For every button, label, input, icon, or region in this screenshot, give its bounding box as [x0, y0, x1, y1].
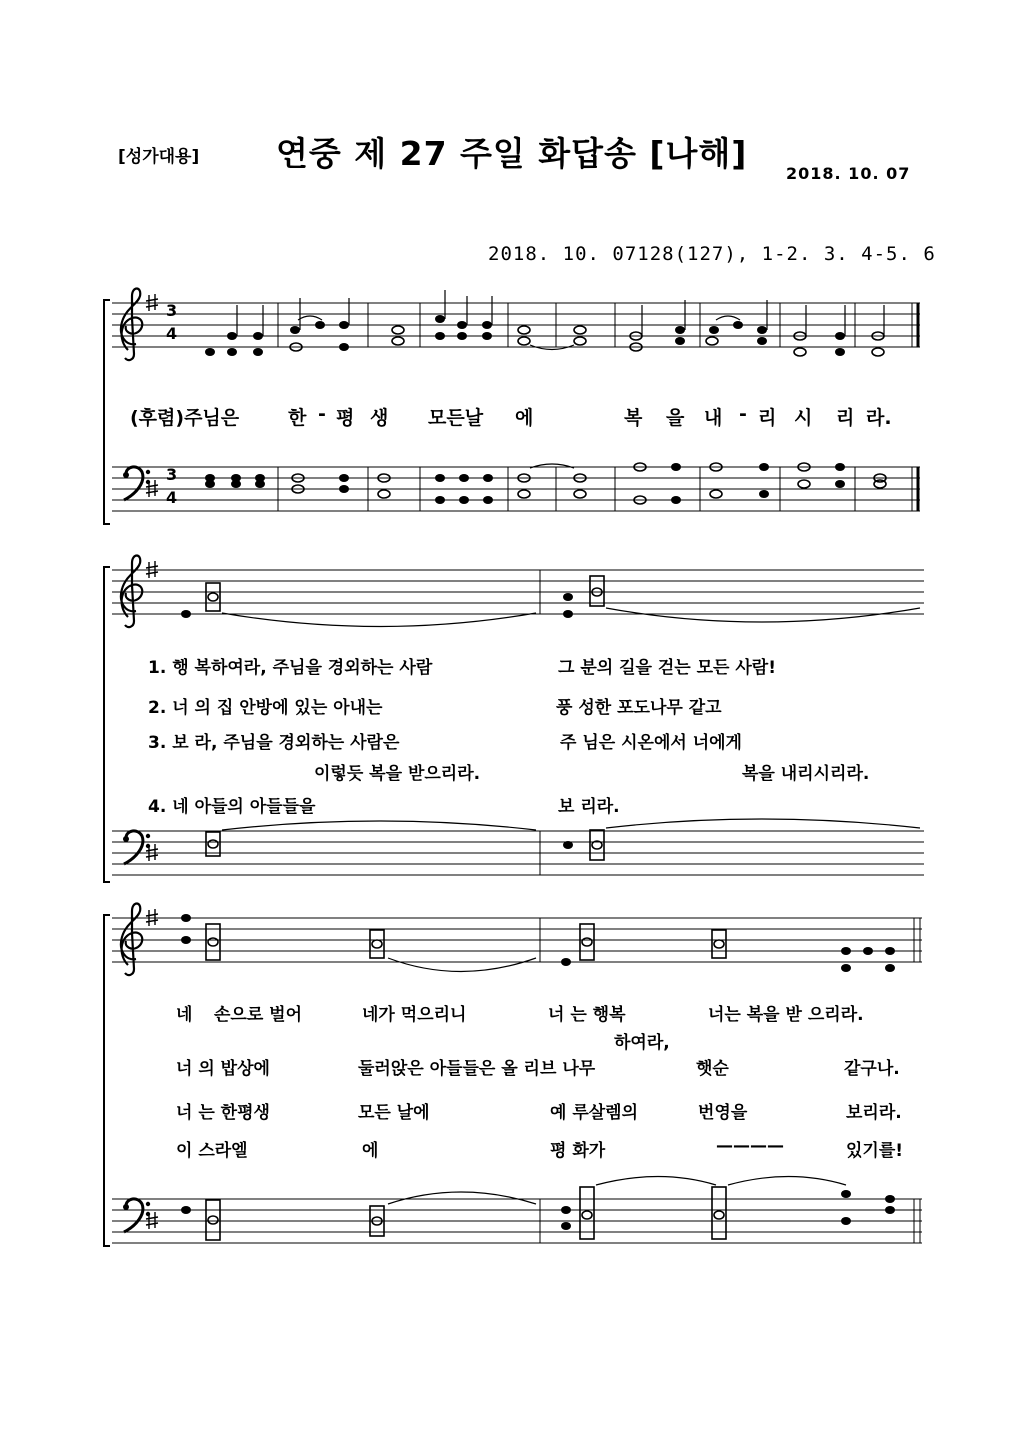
- s3-row3-b: 둘러앉은 아들들은 올 리브 나무: [358, 1059, 596, 1079]
- s3-row5-d: ————: [716, 1136, 784, 1156]
- s3-row1-b: 손으로 벌어: [214, 1005, 303, 1025]
- verse-3-left: 3. 보 라, 주님을 경외하는 사람은: [148, 733, 400, 753]
- refrain-word: 내: [704, 407, 723, 429]
- refrain-word: 시: [794, 407, 813, 429]
- time-sig-bottom-bass: 4: [166, 488, 178, 507]
- refrain-word: 복: [624, 407, 643, 429]
- verse-1-left: 1. 행 복하여라, 주님을 경외하는 사람: [148, 658, 433, 678]
- refrain-word: 한: [288, 407, 307, 429]
- s3-row4-b: 모든 날에: [358, 1103, 430, 1123]
- s3-row1-c: 네가 먹으리니: [362, 1005, 467, 1025]
- s3-row5-c: 평 화가: [550, 1141, 606, 1161]
- s3-row3-c: 햇순: [696, 1059, 729, 1079]
- s3-row4-e: 보리라.: [846, 1103, 902, 1123]
- refrain-word: -: [739, 403, 747, 425]
- verse-3b-left: 이렇듯 복을 받으리라.: [314, 764, 481, 784]
- usage-label: [성가대용]: [118, 147, 200, 167]
- verse-2-left: 2. 너 의 집 안방에 있는 아내는: [148, 698, 383, 718]
- verse-2-right: 풍 성한 포도나무 같고: [556, 698, 722, 718]
- time-sig-top-bass: 3: [166, 465, 178, 484]
- refrain-word: 평: [336, 407, 355, 429]
- verse-3b-right: 복을 내리시리라.: [742, 764, 870, 784]
- verse-1-right: 그 분의 길을 걷는 모든 사람!: [558, 658, 776, 678]
- psalm-reference: 2018. 10. 07128(127), 1-2. 3. 4-5. 6: [488, 243, 936, 265]
- s3-row5-b: 에: [362, 1141, 379, 1161]
- refrain-word: 모든날: [428, 407, 484, 429]
- verse-4-right: 보 리라.: [558, 797, 620, 817]
- s3-row3-d: 같구나.: [844, 1059, 900, 1079]
- s3-row1-a: 네: [176, 1005, 193, 1025]
- s3-row1-e: 너는 복을 받 으리라.: [708, 1005, 864, 1025]
- refrain-word: 리: [836, 407, 855, 429]
- refrain-word: 생: [370, 407, 389, 429]
- time-sig-top: 3: [166, 301, 178, 320]
- time-sig-bottom: 4: [166, 324, 178, 343]
- verse-4-left: 4. 네 아들의 아들들을: [148, 797, 316, 817]
- refrain-word: 리: [758, 407, 777, 429]
- s3-row3-a: 너 의 밥상에: [176, 1059, 270, 1079]
- s3-row2: 하여라,: [614, 1033, 670, 1053]
- refrain-word: 을: [666, 407, 685, 429]
- s3-row5-a: 이 스라엘: [176, 1141, 248, 1161]
- refrain-word: 에: [515, 407, 534, 429]
- page-title: 연중 제 27 주일 화답송 [나해]: [276, 134, 748, 173]
- s3-row4-c: 예 루살렘의: [550, 1103, 639, 1123]
- s3-row5-e: 있기를!: [846, 1141, 904, 1161]
- s3-row1-d: 너 는 행복: [548, 1005, 626, 1025]
- system-2: [104, 556, 924, 883]
- date-label: 2018. 10. 07: [786, 164, 911, 183]
- verse-3-right: 주 님은 시온에서 너에게: [560, 733, 742, 753]
- s3-row4-d: 번영을: [698, 1103, 748, 1123]
- refrain-word: 라.: [866, 407, 892, 429]
- refrain-word: -: [318, 403, 326, 425]
- refrain-word: (후렴)주님은: [130, 407, 240, 429]
- s3-row4-a: 너 는 한평생: [176, 1103, 270, 1123]
